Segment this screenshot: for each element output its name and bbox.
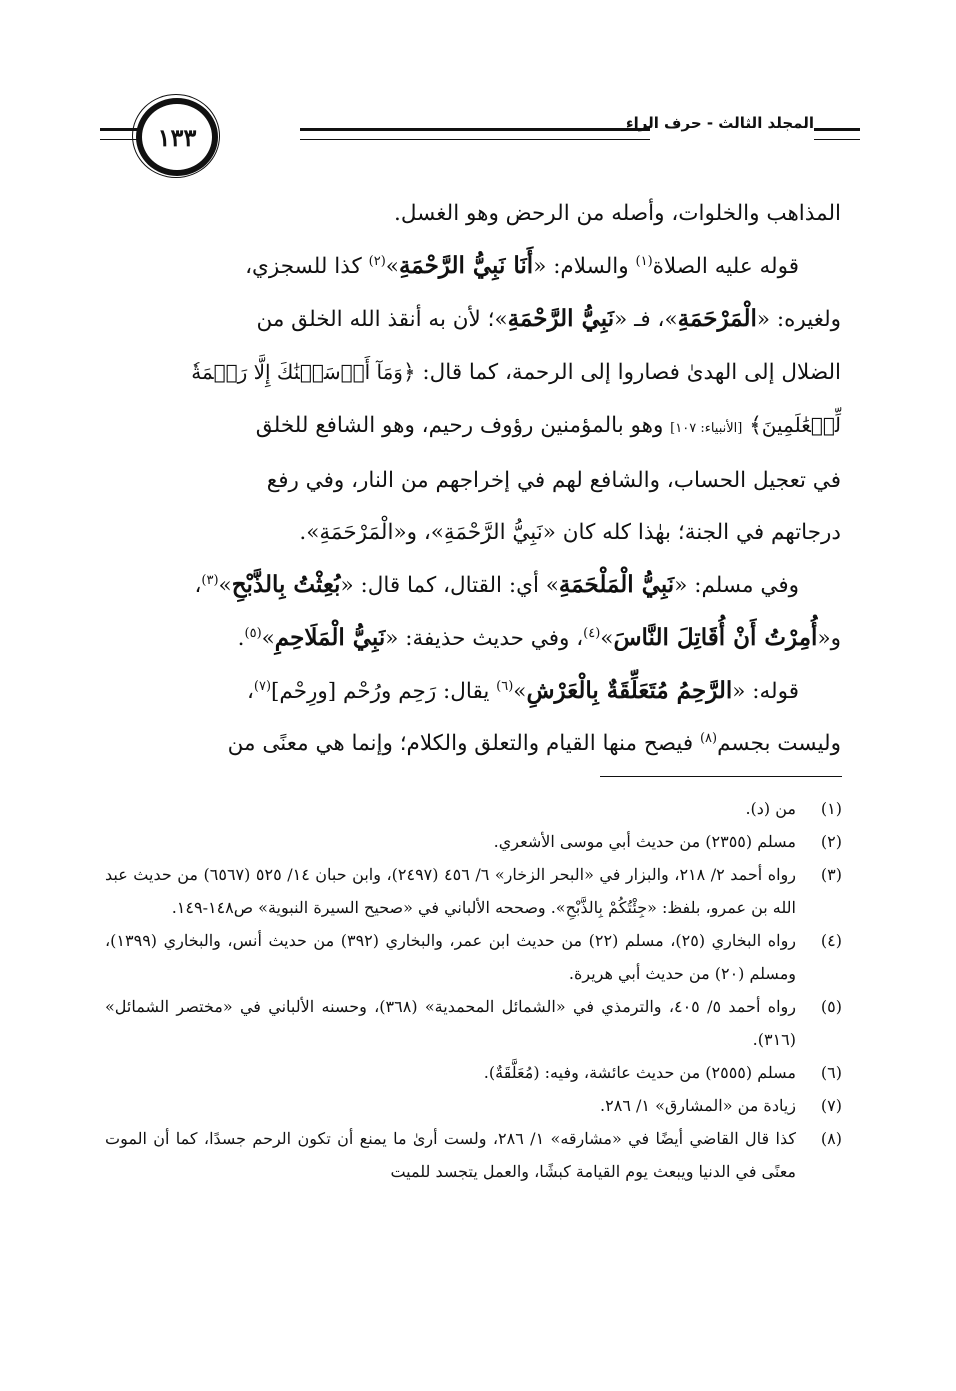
text-line: وليست بجسم$^{(٨)}$ فيصح منها القيام والتعلق والكلام؛ وإنما هي معنًى من <box>227 730 841 756</box>
page-header <box>100 100 860 170</box>
hadith-quote: نَبِيُّ الْمَلْحَمَةِ <box>558 571 675 598</box>
footnote-number: (٣) <box>820 865 842 884</box>
text-line: في تعجيل الحساب، والشافع لهم في إخراجهم من النار، وفي رفع <box>266 468 841 493</box>
footnotes <box>105 792 842 1188</box>
footnote <box>105 1056 842 1089</box>
quran-verse: وَمَآ أَرۡسَلۡنَٰكَ إِلَّا رَحۡمَةٗ <box>191 360 403 384</box>
hadith-quote: نَبِيُّ الْمَلَاحِمِ <box>274 624 386 651</box>
footnote-number: (٤) <box>820 931 842 950</box>
text-line: ولغيره: «الْمَرْحَمَةِ»، فـ «نَبِيُّ الرَّحْمَةِ»؛ لأن به أنقذ الله الخلق من <box>256 305 841 332</box>
text-line: درجاتهم في الجنة؛ بهٰذا كله كان «نَبِيُّ الرَّحْمَةِ»، و«الْمَرْحَمَةِ». <box>299 520 841 545</box>
page-number: ١٣٣ <box>136 98 218 176</box>
footnote-text: رواه البخاري (٢٥)، مسلم (٢٢) من حديث ابن عمر، والبخاري (٣٩٢) من حديث أنس، والبخاري (١٣٩٩)، ومسلم (٢٠) من حديث أبي هريرة. <box>105 931 797 983</box>
footnote-number: (٦) <box>820 1063 842 1082</box>
footnote-divider <box>600 776 842 777</box>
text-line: الضلال إلى الهدىٰ فصاروا إلى الرحمة، كما قال: ﴿وَمَآ أَرۡسَلۡنَٰكَ إِلَّا رَحۡمَةٗ <box>191 360 841 385</box>
footnote-number: (٢) <box>820 832 842 851</box>
footnote <box>105 792 842 825</box>
footnote-ref[interactable]: (٦) <box>496 678 514 694</box>
hadith-quote: نَبِيُّ الرَّحْمَةِ <box>507 305 615 332</box>
footnote-ref[interactable]: (٤) <box>583 625 601 641</box>
footnote-text: رواه أحمد ٥/ ٤٠٥، والترمذي في «الشمائل المحمدية» (٣٦٨)، وحسنه الألباني في «مختصر الشمائل» (٣١٦). <box>105 997 796 1049</box>
footnote-ref[interactable]: (٧) <box>253 678 272 694</box>
footnote-text: زيادة من «المشارق» ١/ ٢٨٦. <box>600 1096 796 1115</box>
footnote-text: كذا قال القاضي أيضًا في «مشارقه» ١/ ٢٨٦، ولست أرىٰ ما يمنع أن تكون الرحم جسدًا، كما أن الموت معنًى في الدنيا ويبعث يوم القيامة كبشًا، والعمل يتجسد للميت <box>105 1129 797 1181</box>
footnote <box>105 924 842 990</box>
footnote-ref[interactable]: (٣) <box>201 572 219 588</box>
hadith-quote: الرَّحِمُ مُتَعَلِّقَةٌ بِالْعَرْشِ <box>526 677 733 704</box>
footnote-ref[interactable]: (٨) <box>699 730 718 746</box>
verse-reference: [الأنبياء: ١٠٧] <box>670 421 743 436</box>
hadith-quote: بُعِثْتُ بِالذَّبْحِ <box>231 571 341 598</box>
header-rule-middle <box>300 128 650 140</box>
text-line: لِّلۡعَٰلَمِينَ﴾ [الأنبياء: ١٠٧] وهو بالمؤمنين رؤوف رحيم، وهو الشافع للخلق <box>255 413 841 438</box>
text-line: المذاهب والخلوات، وأصله من الرحض وهو الغسل. <box>393 201 841 226</box>
footnote-text: مسلم (٢٥٥٥) من حديث عائشة، وفيه: (مُعَلَّقَةٌ). <box>483 1063 796 1082</box>
footnote <box>105 858 842 924</box>
footnote-ref[interactable]: (٢) <box>368 253 386 269</box>
footnote-text: مسلم (٢٣٥٥) من حديث أبي موسى الأشعري. <box>493 832 796 851</box>
text-line: قوله: «الرَّحِمُ مُتَعَلِّقَةٌ بِالْعَرْشِ»$^{(٦)}$ يقال: رَحِم ورُحْم [ورِحْم]$^{(٧)}$، <box>246 677 799 704</box>
hadith-quote: أُمِرْتُ أَنْ أُقَاتِلَ النَّاسَ <box>613 624 818 651</box>
footnote-text: رواه أحمد ٢/ ٢١٨، والبزار في «البحر الزخار» ٦/ ٤٥٦ (٢٤٩٧)، وابن حبان ١٤/ ٥٢٥ (٦٥٦٧) من حديث عبد الله بن عمرو، بلفظ: «جِئْتُكُمْ بِالذَّبْحِ». وصححه الألباني في «صحيح السيرة النبوية» ص١٤٨-١٤٩. <box>105 865 797 917</box>
footnote-number: (١) <box>820 799 842 818</box>
footnote-number: (٨) <box>820 1129 842 1148</box>
footnote-ref[interactable]: (٥) <box>244 625 262 641</box>
footnote <box>105 990 842 1056</box>
text-line: قوله عليه الصلاة$^{(١)}$ والسلام: «أَنَا نَبِيُّ الرَّحْمَةِ»$^{(٢)}$ كذا للسجزي، <box>245 252 799 279</box>
footnote <box>105 1122 842 1188</box>
hadith-quote: الْمَرْحَمَةِ <box>677 305 757 332</box>
text-line: وفي مسلم: «نَبِيُّ الْمَلْحَمَةِ» أي: القتال، كما قال: «بُعِثْتُ بِالذَّبْحِ»$^{(٣)}$، <box>194 571 799 598</box>
text-line: و«أُمِرْتُ أَنْ أُقَاتِلَ النَّاسَ»$^{(٤)}$، وفي حديث حذيفة: «نَبِيُّ الْمَلَاحِمِ»$^{(٥)}$. <box>237 624 841 651</box>
main-text <box>105 188 841 770</box>
footnote-ref[interactable]: (١) <box>635 253 653 269</box>
footnote <box>105 1089 842 1122</box>
footnote-text: من (د). <box>745 799 796 818</box>
quran-verse: لِّلۡعَٰلَمِينَ <box>761 413 841 437</box>
hadith-quote: أَنَا نَبِيُّ الرَّحْمَةِ <box>398 252 534 279</box>
footnote <box>105 825 842 858</box>
footnote-number: (٥) <box>820 997 842 1016</box>
running-title: المجلد الثالث - حرف الراء <box>625 114 814 132</box>
header-rule-right <box>814 128 860 140</box>
footnote-number: (٧) <box>820 1096 842 1115</box>
